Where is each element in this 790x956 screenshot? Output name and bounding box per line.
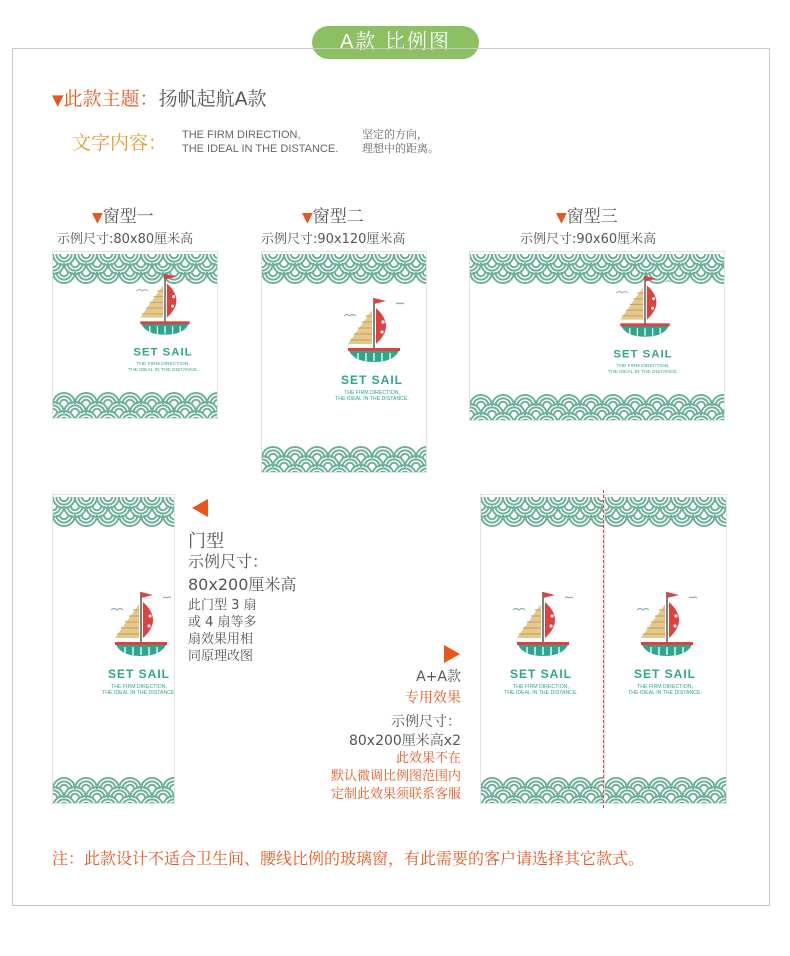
wave-pattern	[262, 442, 427, 473]
artwork-line1-text: THE FIRM DIRECTION,	[344, 390, 400, 396]
artwork-brand-text: SET SAIL	[633, 667, 697, 681]
triangle-down-icon: ▼	[556, 210, 567, 226]
window-2-title	[302, 202, 364, 227]
wave-pattern	[53, 393, 218, 419]
door-title: 门型	[188, 531, 224, 552]
aa-subtitle: 专用效果	[405, 690, 461, 706]
wave-pattern	[262, 252, 427, 283]
aa-left-preview	[480, 494, 604, 804]
sailboat-icon	[637, 592, 697, 656]
artwork-brand-text: SET SAIL	[107, 667, 171, 681]
artwork-line2-text: THE IDEAL IN THE DISTANCE.	[628, 690, 702, 696]
cn-line: 理想中的距离。	[362, 142, 439, 155]
window-2-size: 示例尺寸:90x120厘米高	[261, 232, 406, 247]
wave-pattern	[605, 495, 727, 526]
wave-pattern	[481, 771, 604, 804]
sailboat-icon	[111, 592, 171, 656]
text-content-cn	[362, 128, 439, 156]
artwork-svg	[481, 495, 604, 804]
aa-warning-line: 默认微调比例图范围内	[330, 769, 461, 784]
window-3-preview	[469, 251, 725, 421]
en-line: THE FIRM DIRECTION,	[182, 129, 301, 141]
door-note-line: 或 4 扇等多	[188, 615, 257, 630]
wave-pattern	[481, 495, 604, 526]
aa-size-value: 80x200厘米高x2	[348, 733, 461, 749]
door-note-line: 扇效果用相	[188, 632, 254, 647]
artwork-brand-text: SET SAIL	[613, 348, 673, 361]
cn-line: 坚定的方向，	[362, 128, 428, 141]
artwork-svg	[53, 252, 218, 419]
artwork-svg	[470, 252, 725, 421]
text-content-en	[182, 128, 338, 156]
sailboat-icon	[137, 274, 194, 335]
artwork-line2-text: THE IDEAL IN THE DISTANCE.	[607, 369, 679, 375]
artwork-brand-text: SET SAIL	[340, 373, 404, 387]
aa-warning-line: 此效果不在	[395, 751, 461, 766]
artwork-svg	[53, 495, 175, 804]
window-3-size: 示例尺寸:90x60厘米高	[520, 232, 657, 247]
door-size	[188, 550, 296, 596]
theme-line	[52, 86, 267, 113]
artwork-line1-text: THE FIRM DIRECTION,	[111, 684, 167, 690]
triangle-right-icon	[444, 645, 460, 663]
aa-size-label: 示例尺寸：	[391, 714, 461, 730]
triangle-down-icon: ▼	[52, 91, 64, 109]
window-2-preview	[261, 251, 427, 473]
window-2-title-text: 窗型二	[312, 207, 364, 227]
artwork-line1-text: THE FIRM DIRECTION,	[637, 684, 693, 690]
wave-pattern	[53, 495, 175, 526]
sailboat-icon	[344, 298, 404, 362]
artwork-line2-text: THE IDEAL IN THE DISTANCE.	[335, 396, 409, 402]
aa-size	[349, 713, 461, 751]
header-title: A款 比例图	[312, 26, 479, 59]
window-1-title-text: 窗型一	[102, 207, 154, 227]
sailboat-icon	[617, 276, 674, 337]
aa-warning	[331, 750, 461, 804]
aa-right-preview	[604, 494, 727, 804]
aa-title: A+A款	[416, 669, 461, 685]
artwork-brand-text: SET SAIL	[133, 346, 193, 359]
split-line	[603, 490, 604, 808]
door-note	[188, 597, 257, 665]
en-line: THE IDEAL IN THE DISTANCE.	[182, 143, 339, 155]
triangle-down-icon: ▼	[92, 210, 103, 226]
artwork-line2-text: THE IDEAL IN THE DISTANCE.	[504, 690, 578, 696]
sailboat-icon	[513, 592, 573, 656]
window-1-size: 示例尺寸:80x80厘米高	[57, 232, 194, 247]
wave-pattern	[605, 771, 727, 804]
theme-label: 此款主题：	[63, 88, 159, 110]
footer-note: 注：此款设计不适合卫生间、腰线比例的玻璃窗，有此需要的客户请选择其它款式。	[52, 849, 645, 868]
aa-warning-line: 定制此效果须联系客服	[330, 787, 461, 802]
wave-pattern	[470, 395, 725, 421]
triangle-down-icon: ▼	[302, 210, 313, 226]
door-size-label: 示例尺寸：	[188, 552, 269, 571]
artwork-line1-text: THE FIRM DIRECTION,	[616, 364, 670, 370]
window-3-title	[556, 202, 618, 227]
door-preview	[52, 494, 175, 804]
window-1-preview	[52, 251, 218, 419]
artwork-svg	[605, 495, 727, 804]
artwork-line2-text: THE IDEAL IN THE DISTANCE.	[102, 690, 176, 696]
window-3-title-text: 窗型三	[566, 207, 618, 227]
wave-pattern	[53, 252, 218, 283]
window-1-title	[92, 202, 154, 227]
door-size-value: 80x200厘米高	[188, 575, 297, 594]
text-content-label: 文字内容：	[72, 132, 168, 154]
wave-pattern	[470, 252, 725, 283]
triangle-left-icon	[192, 499, 208, 517]
wave-pattern	[53, 771, 175, 804]
door-note-line: 同原理改图	[188, 649, 254, 664]
artwork-line2-text: THE IDEAL IN THE DISTANCE.	[127, 367, 199, 373]
theme-value: 扬帆起航A款	[158, 88, 267, 110]
artwork-line1-text: THE FIRM DIRECTION,	[513, 684, 569, 690]
door-note-line: 此门型 3 扇	[188, 598, 257, 613]
artwork-line1-text: THE FIRM DIRECTION,	[136, 362, 190, 368]
artwork-svg	[262, 252, 427, 473]
artwork-brand-text: SET SAIL	[509, 667, 573, 681]
